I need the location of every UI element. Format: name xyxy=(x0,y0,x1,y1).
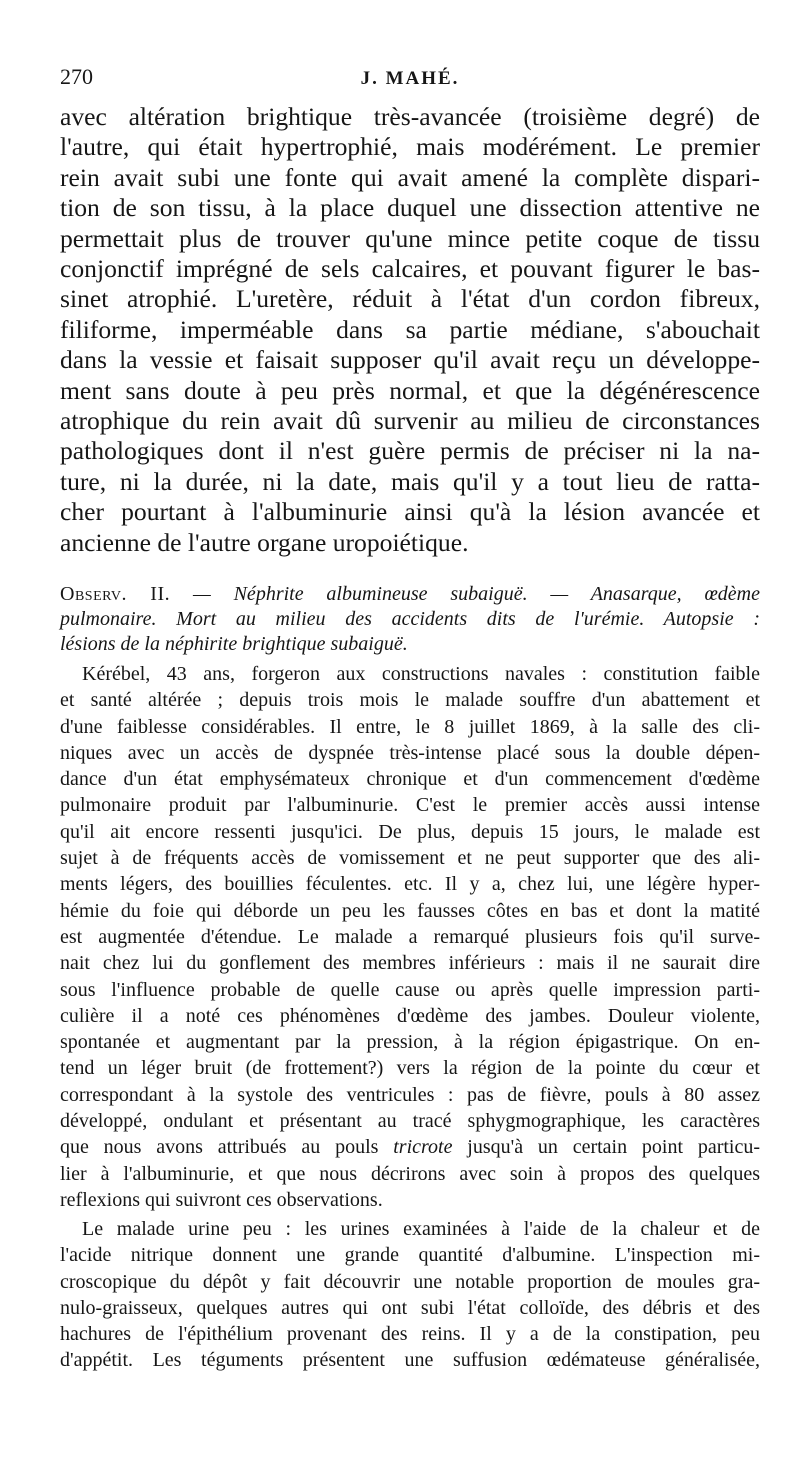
text-line: l'autre, qui était hypertrophié, mais modérément. Le premier xyxy=(60,132,760,162)
text-line: pulmonaire produit par l'albuminurie. C'est le premier accès aussi intense xyxy=(60,794,760,817)
text-line: correspondant à la systole des ventricules : pas de fièvre, pouls à 80 assez xyxy=(60,1083,760,1106)
main-text-block xyxy=(60,102,760,558)
text-line: dance d'un état emphysémateux chronique et d'un commencement d'œdème xyxy=(60,768,760,791)
heading-line: pulmonaire. Mort au milieu des accidents dits de l'urémie. Autopsie : xyxy=(60,608,760,630)
text-line: conjonctif imprégné de sels calcaires, et pouvant figurer le bas- xyxy=(60,254,760,284)
running-head: J. MAHÉ. xyxy=(360,68,460,89)
text-line: sous l'influence probable de quelle cause ou après quelle impression parti- xyxy=(60,978,760,1001)
heading-line: lésions de la néphirite brightique subaiguë. xyxy=(60,633,408,655)
text-line: nulo-graisseux, quelques autres qui ont subi l'état colloïde, des débris et des xyxy=(60,1296,760,1319)
text-line: d'une faiblesse considérables. Il entre, le 8 juillet 1869, à la salle des cli- xyxy=(60,715,760,738)
text-line: reflexions qui suivront ces observations. xyxy=(60,1188,383,1211)
paragraph-case-history xyxy=(60,661,760,1213)
text-line: est augmentée d'étendue. Le malade a remarqué plusieurs fois qu'il surve- xyxy=(60,925,760,948)
text-line: et santé altérée ; depuis trois mois le malade souffre d'un abattement et xyxy=(60,689,760,712)
text-line: développé, ondulant et présentant au tracé sphygmographique, les caractères xyxy=(60,1110,760,1133)
text-line: hachures de l'épithélium provenant des reins. Il y a de la constipation, peu xyxy=(60,1323,760,1346)
text-line: rein avait subi une fonte qui avait amené la complète dispari- xyxy=(60,162,760,192)
text-line: nait chez lui du gonflement des membres inférieurs : mais il ne saurait dire xyxy=(60,952,760,975)
text-line: sinet atrophié. L'uretère, réduit à l'état d'un cordon fibreux, xyxy=(60,284,760,314)
text-line: tion de son tissu, à la place duquel une dissection attentive ne xyxy=(60,193,760,223)
text-segment: que nous avons attribués au pouls xyxy=(60,1136,379,1159)
text-line: lier à l'albuminurie, et que nous décrirons avec soin à propos des quelques xyxy=(60,1162,760,1185)
text-line: ancienne de l'autre organe uropoiétique. xyxy=(60,527,469,557)
text-line: culière il a noté ces phénomènes d'œdème des jambes. Douleur violente, xyxy=(60,1004,760,1027)
text-line: ments légers, des bouillies féculentes. etc. Il y a, chez lui, une légère hyper- xyxy=(60,873,760,896)
paragraph-urine-exam xyxy=(60,1216,760,1374)
observation-label: Observ. II. xyxy=(60,583,171,605)
text-line: croscopique du dépôt y fait découvrir une notable proportion de moules gra- xyxy=(60,1270,760,1293)
text-line: qu'il ait encore ressenti jusqu'ici. De plus, depuis 15 jours, le malade est xyxy=(60,820,760,843)
text-line: avec altération brightique très-avancée (troisième degré) de xyxy=(60,102,760,131)
page-header xyxy=(60,62,760,98)
text-line: Le malade urine peu : les urines examinées à l'aide de la chaleur et de xyxy=(82,1218,760,1240)
italic-term: tricrote xyxy=(393,1136,453,1159)
text-line: dans la vessie et faisait supposer qu'il avait reçu un développe- xyxy=(60,345,760,375)
text-line: cher pourtant à l'albuminurie ainsi qu'à la lésion avancée et xyxy=(60,497,760,527)
text-line: l'acide nitrique donnent une grande quantité d'albumine. L'inspection mi- xyxy=(60,1244,760,1267)
text-line xyxy=(60,1134,760,1160)
text-segment: jusqu'à un certain point particu- xyxy=(452,1136,761,1159)
text-line: pathologiques dont il n'est guère permis de préciser ni la na- xyxy=(60,436,760,466)
text-line: ture, ni la durée, ni la date, mais qu'il y a tout lieu de ratta- xyxy=(60,466,760,496)
text-line: sujet à de fréquents accès de vomissement et ne peut supporter que des ali- xyxy=(60,847,760,870)
text-line: filiforme, imperméable dans sa partie médiane, s'abouchait xyxy=(60,314,760,344)
page-number: 270 xyxy=(60,64,93,89)
text-line: d'appétit. Les téguments présentent une suffusion œdémateuse généralisée, xyxy=(60,1349,760,1372)
text-line: niques avec un accès de dyspnée très-intense placé sous la double dépen- xyxy=(60,741,760,764)
text-line: spontanée et augmentant par la pression, à la région épigastrique. On en- xyxy=(60,1031,760,1054)
text-line: Kérébel, 43 ans, forgeron aux constructions navales : constitution faible xyxy=(82,663,760,685)
observation-heading xyxy=(60,582,760,657)
text-line: permettait plus de trouver qu'une mince petite coque de tissu xyxy=(60,223,760,253)
text-line: atrophique du rein avait dû survenir au milieu de circonstances xyxy=(60,406,760,436)
text-line: ment sans doute à peu près normal, et que la dégénérescence xyxy=(60,375,760,405)
text-line: tend un léger bruit (de frottement?) vers la région de la pointe du cœur et xyxy=(60,1057,760,1080)
heading-title: — Néphrite albumineuse subaiguë. — Anasarque, œdème xyxy=(192,583,760,605)
heading-line xyxy=(60,582,760,607)
text-line: hémie du foie qui déborde un peu les fausses côtes en bas et dont la matité xyxy=(60,899,760,922)
